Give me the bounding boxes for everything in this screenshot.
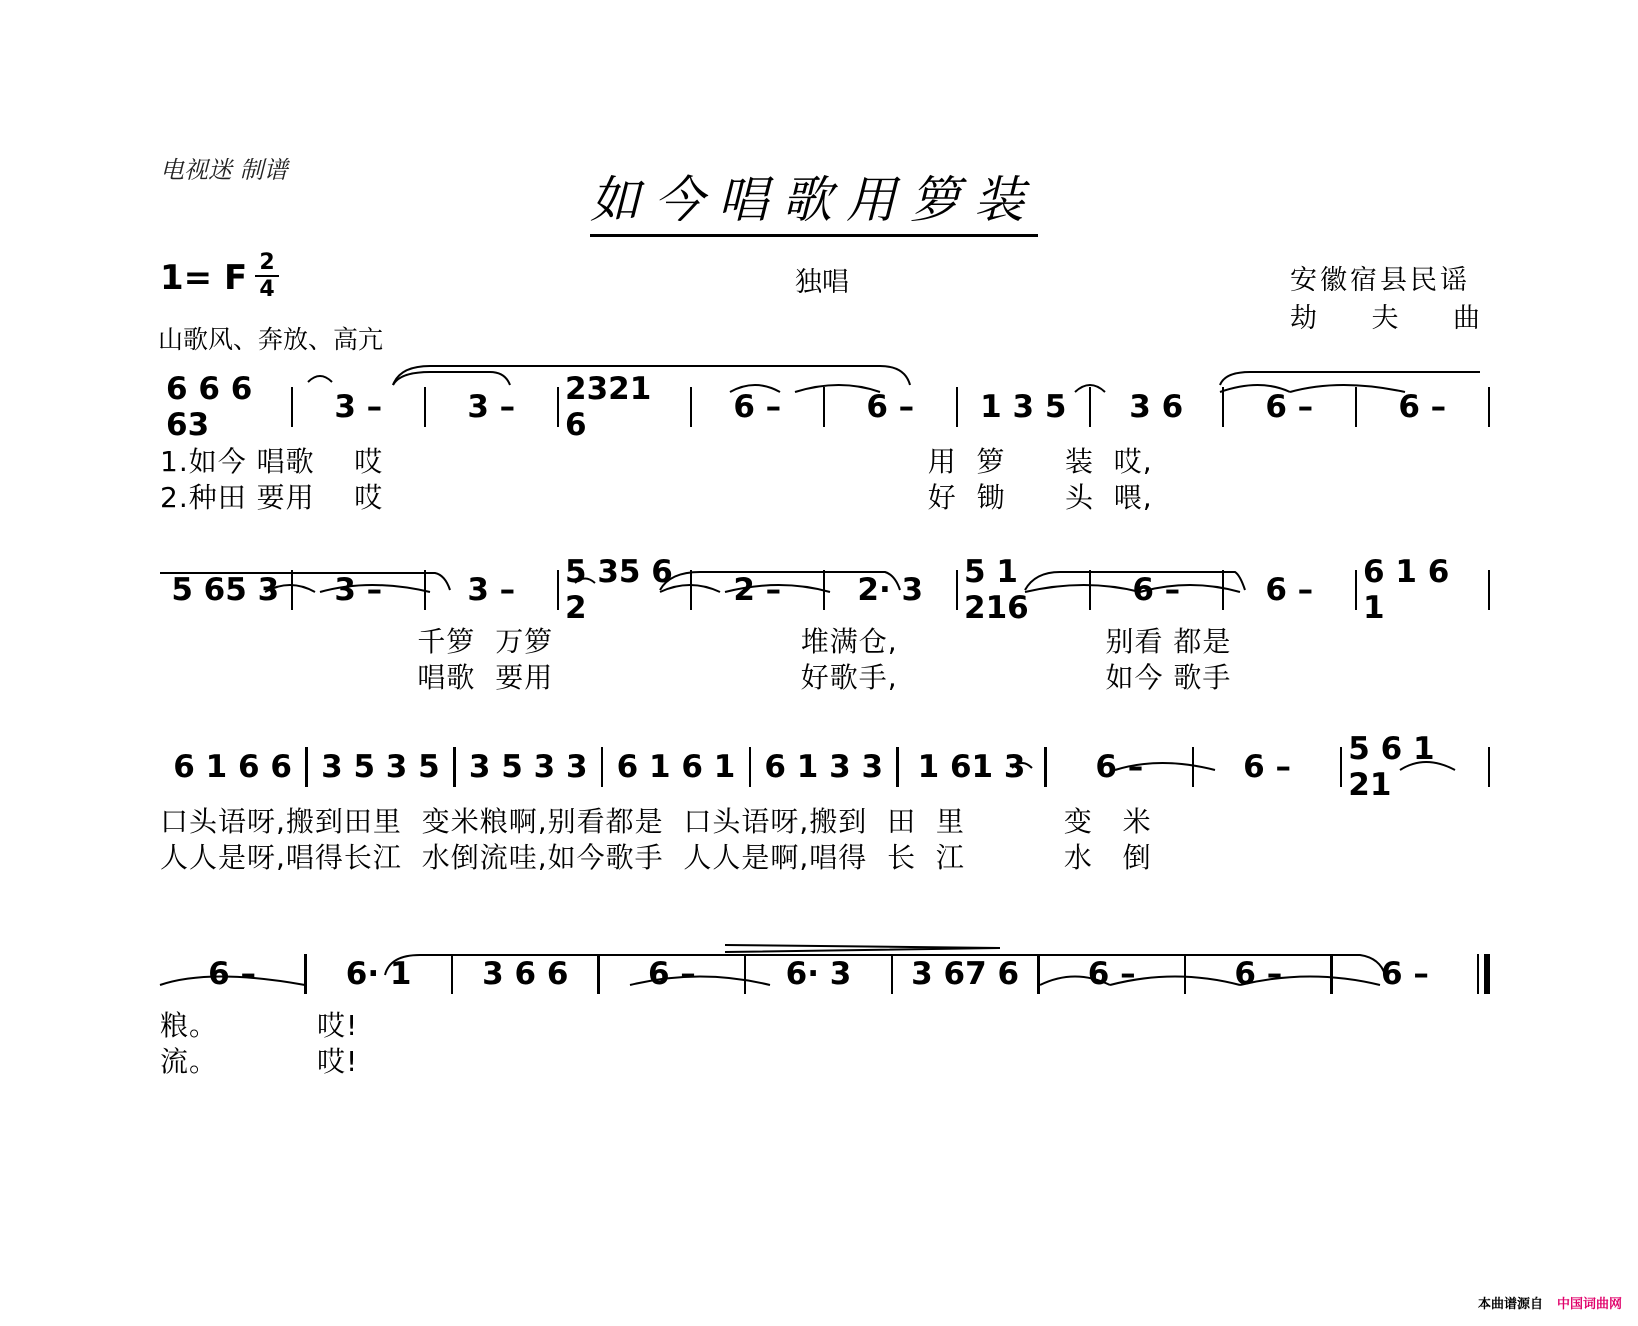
measure: 6 1 6 1	[1363, 554, 1450, 626]
lyric-verse-2: 2.种田 要用 哎 好 锄 头 喂,	[160, 481, 1153, 514]
measure: 3 –	[334, 572, 383, 608]
measure: 3 5 3 3	[468, 749, 588, 785]
score-system-1	[160, 371, 1490, 443]
score-system-4	[160, 952, 1490, 996]
measure: 6· 3	[785, 956, 852, 992]
song-title: 如今唱歌用箩装	[590, 160, 1038, 237]
lyric-verse-1: 1.如今 唱歌 哎 用 箩 装 哎,	[160, 445, 1153, 478]
measure: 6 1 6 6	[173, 749, 292, 785]
measure: 3 6 6	[482, 956, 569, 992]
measure: 1 3 5	[980, 389, 1067, 425]
final-barline	[1477, 954, 1490, 994]
measure: 3 –	[467, 389, 516, 425]
measure: 6 –	[733, 389, 782, 425]
measure: 6 –	[647, 956, 696, 992]
lyric-verse-1: 粮。 哎!	[160, 1009, 359, 1042]
measure: 6 –	[1132, 572, 1181, 608]
composer-name-2: 夫	[1371, 303, 1399, 334]
measure: 3 5 3 5	[321, 749, 440, 785]
composer-label: 曲	[1453, 303, 1480, 334]
measure: 5 35 6 2	[565, 554, 673, 626]
lyric-verse-1: 口头语呀,搬到田里 变米粮啊,别看都是 口头语呀,搬到 田 里 变 米	[160, 805, 1152, 838]
measure: 6 1 6 1	[616, 749, 736, 785]
measure: 3 67 6	[911, 956, 1020, 992]
source-credit: 安徽宿县民谣	[1290, 265, 1470, 296]
key-signature: 1= F	[160, 258, 248, 298]
lyric-verse-2: 流。 哎!	[160, 1045, 359, 1078]
measure: 6 –	[1095, 749, 1144, 785]
lyric-verse-2: 人人是呀,唱得长江 水倒流哇,如今歌手 人人是啊,唱得 长 江 水 倒	[160, 841, 1152, 874]
measure: 6 –	[1265, 572, 1314, 608]
measure: 2 –	[733, 572, 782, 608]
performance-mode: 独唱	[795, 267, 849, 298]
time-signature	[255, 250, 279, 302]
measure: 5 65 3	[171, 572, 280, 608]
source-footer	[1478, 1293, 1622, 1312]
score-system-2	[160, 554, 1490, 626]
measure: 2321 6	[565, 371, 652, 443]
composer-name-1: 劫	[1290, 303, 1317, 334]
measure: 6 1 3 3	[764, 749, 884, 785]
measure: 6 –	[1234, 956, 1283, 992]
measure: 6 –	[1265, 389, 1314, 425]
lyric-verse-1: 千箩 万箩 堆满仓, 别看 都是	[160, 625, 1232, 658]
measure: 6 –	[1398, 389, 1447, 425]
measure: 5 6 1 21	[1348, 731, 1435, 803]
time-signature-bottom: 4	[259, 277, 275, 302]
style-marking: 山歌风、奔放、高亢	[158, 325, 384, 354]
measure: 6 –	[208, 956, 256, 992]
composer-credit	[1290, 296, 1480, 335]
measure: 6 –	[1087, 956, 1136, 992]
lyric-verse-2: 唱歌 要用 好歌手, 如今 歌手	[160, 661, 1232, 694]
measure: 6 –	[866, 389, 915, 425]
footer-site-link[interactable]: 中国词曲网	[1556, 1297, 1622, 1312]
time-signature-top: 2	[255, 250, 279, 277]
measure: 3 –	[467, 572, 516, 608]
measure: 6· 1	[345, 956, 412, 992]
measure: 6 –	[1380, 956, 1429, 992]
score-system-3	[160, 731, 1490, 803]
measure: 1 61 3	[917, 749, 1026, 785]
measure: 6 6 6 63	[166, 371, 253, 443]
maker-credit: 电视迷 制谱	[160, 156, 288, 184]
measure: 3 6	[1129, 389, 1184, 425]
measure: 2· 3	[857, 572, 924, 608]
measure: 3 –	[334, 389, 383, 425]
footer-note: 本曲谱源自	[1477, 1297, 1543, 1312]
measure: 6 –	[1243, 749, 1292, 785]
measure: 5 1 216	[964, 554, 1029, 626]
